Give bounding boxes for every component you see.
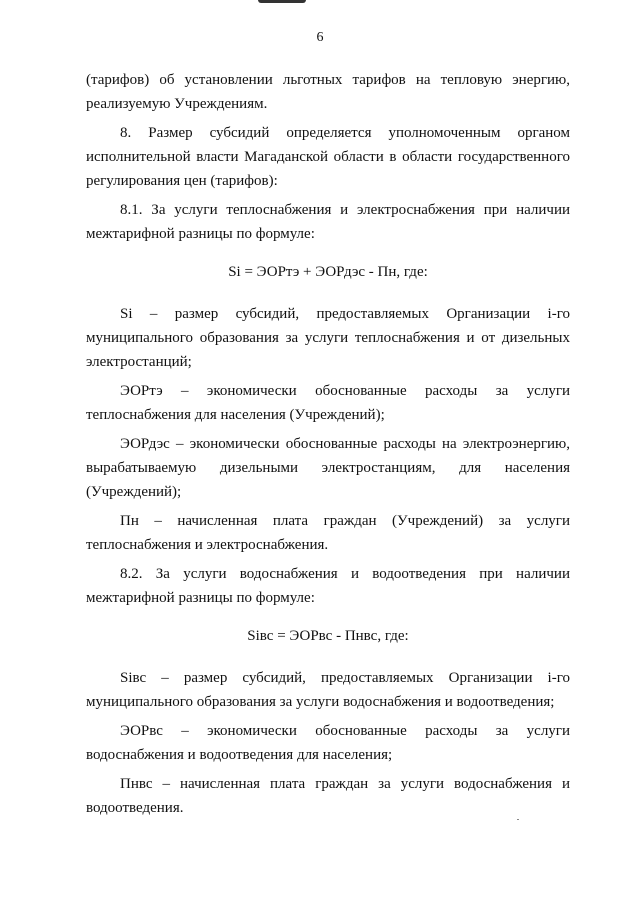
page-number: 6 [316,30,324,45]
definition-eor-te: ЭОРтэ – экономически обоснованные расходы за услуги теплоснабжения для населения (Учреждений); [86,383,570,423]
definition-eor-vs: ЭОРвс – экономически обоснованные расходы за услуги водоснабжения и водоотведения для населения; [86,723,570,763]
scan-speck [517,819,519,820]
definition-pn: Пн – начисленная плата граждан (Учреждений) за услуги теплоснабжения и электроснабжения. [86,513,570,553]
definition-eor-des: ЭОРдэс – экономически обоснованные расходы на электроэнергию, вырабатываемую дизельными электростанциям, для населения (Учреждений); [86,436,570,500]
definition-si-vs: Siвс – размер субсидий, предоставляемых Организации i-го муниципального образования за услуги водоснабжения и водоотведения; [86,670,570,710]
document-body [86,68,570,825]
formula-water: Siвс = ЭОРвс - Пнвс, где: [247,628,409,644]
formula-heat-electricity: Si = ЭОРтэ + ЭОРдэс - Пн, где: [228,264,428,280]
scan-mark [258,0,306,3]
definition-si: Si – размер субсидий, предоставляемых Организации i-го муниципального образования за услуги теплоснабжения и от дизельных электростанций; [86,306,570,370]
paragraph-tariffs: (тарифов) об установлении льготных тарифов на тепловую энергию, реализуемую Учреждениям. [86,72,570,112]
paragraph-8: 8. Размер субсидий определяется уполномоченным органом исполнительной власти Магаданской области в области государственного регулирования цен (тарифов): [86,125,570,189]
paragraph-8-2: 8.2. За услуги водоснабжения и водоотведения при наличии межтарифной разницы по формуле: [86,566,570,606]
definition-pn-vs: Пнвс – начисленная плата граждан за услуги водоснабжения и водоотведения. [86,776,570,816]
paragraph-8-1: 8.1. За услуги теплоснабжения и электроснабжения при наличии межтарифной разницы по формуле: [86,202,570,242]
